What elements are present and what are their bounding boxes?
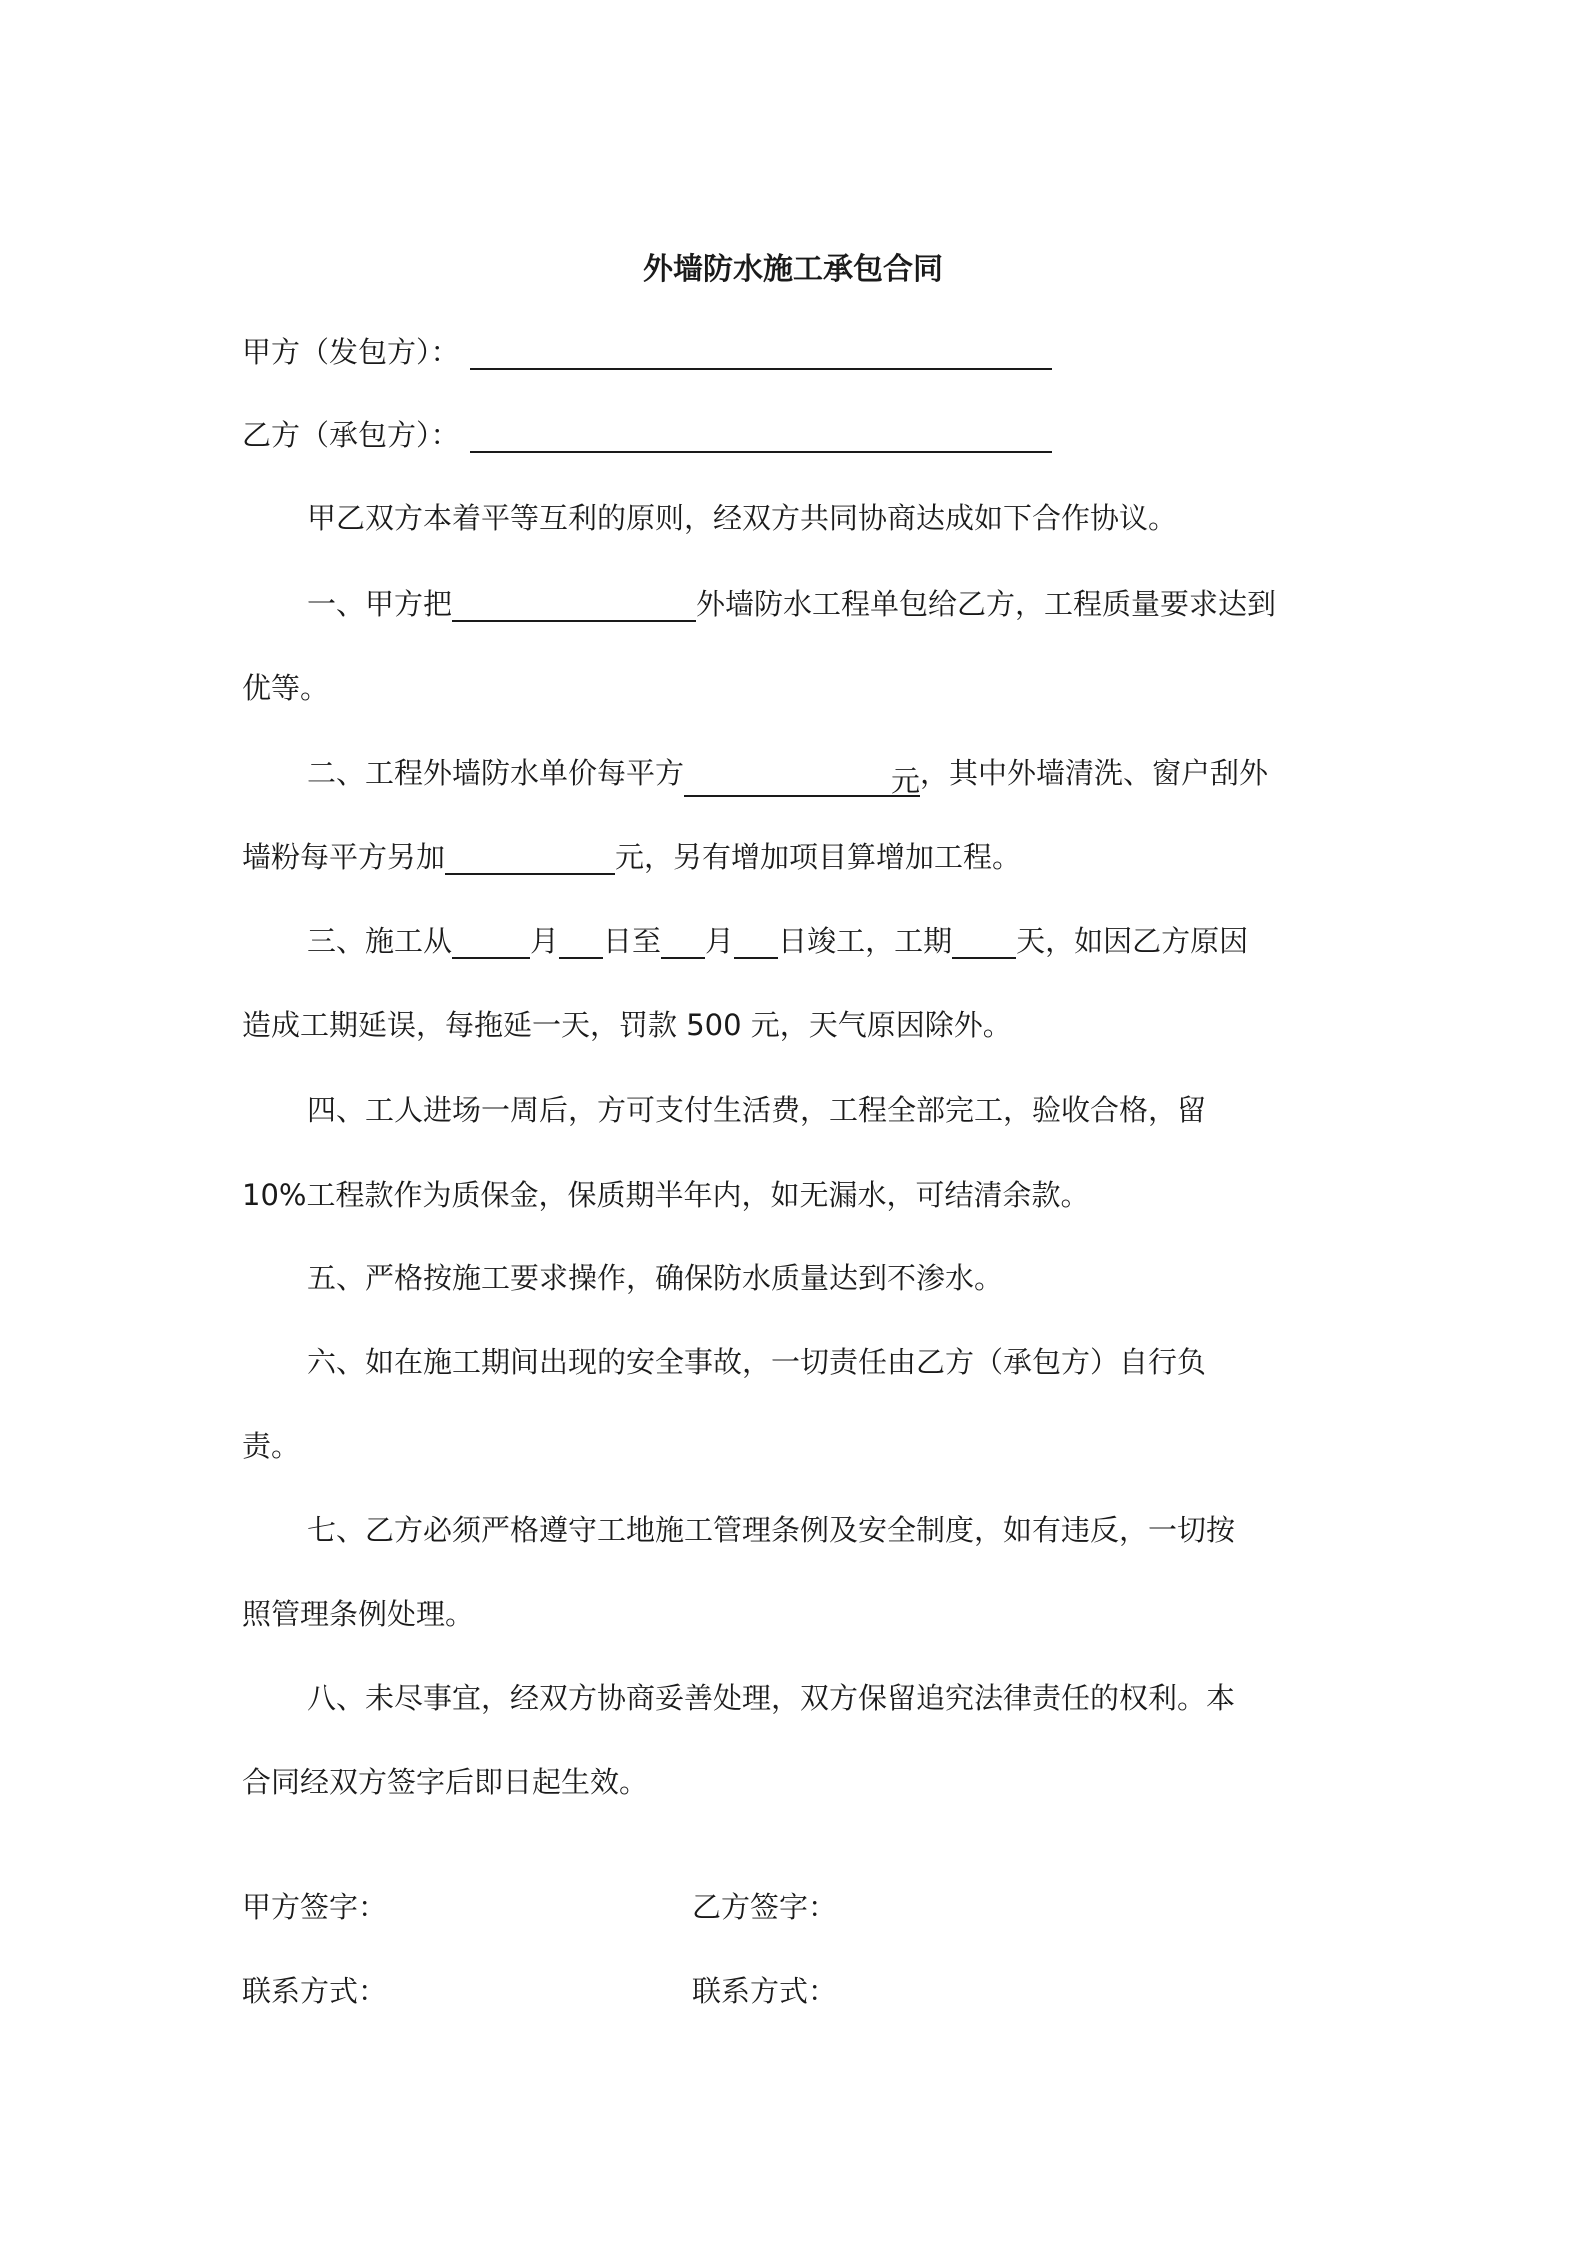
clause-3-month-1: 月 — [530, 924, 560, 958]
start-day-blank[interactable] — [559, 923, 603, 959]
clause-7-line-2: 照管理条例处理。 — [242, 1597, 475, 1631]
clause-4-line-1: 四、工人进场一周后，方可支付生活费，工程全部完工，验收合格，留 — [307, 1093, 1207, 1127]
clause-3-month-2: 月 — [705, 924, 735, 958]
start-month-blank[interactable] — [452, 923, 530, 959]
clause-2-prefix: 二、工程外墙防水单价每平方 — [307, 756, 685, 790]
clause-3-day-1: 日至 — [603, 924, 662, 958]
party-b-signature-label: 乙方签字： — [692, 1890, 838, 1924]
clause-2-line-2 — [242, 837, 1021, 877]
clause-1-prefix: 一、甲方把 — [307, 587, 453, 621]
party-a-label: 甲方（发包方）： — [242, 335, 460, 369]
clause-2-suffix-1: ，其中外墙清洗、窗户刮外 — [920, 756, 1269, 790]
party-a-row — [242, 332, 1052, 372]
duration-days-blank[interactable] — [952, 923, 1016, 959]
end-day-blank[interactable] — [734, 923, 778, 959]
clause-3-days: 天，如因乙方原因 — [1016, 924, 1249, 958]
clause-3-line-1 — [307, 921, 1248, 961]
party-a-signature-label: 甲方签字： — [242, 1890, 388, 1924]
party-b-row — [242, 415, 1052, 455]
clause-4-line-2: 10%工程款作为质保金，保质期半年内，如无漏水，可结清余款。 — [242, 1178, 1090, 1212]
clause-6-line-2: 责。 — [242, 1429, 301, 1463]
clause-3-p1: 三、施工从 — [307, 924, 453, 958]
clause-8-line-2: 合同经双方签字后即日起生效。 — [242, 1765, 649, 1799]
clause-2-extra-blank[interactable] — [445, 839, 615, 875]
party-b-blank[interactable] — [470, 417, 1052, 453]
clause-1-project-blank[interactable] — [452, 586, 696, 622]
party-b-contact-label: 联系方式： — [692, 1974, 838, 2008]
clause-1-line-2: 优等。 — [242, 671, 330, 705]
clause-2-unit-1: 元 — [891, 764, 921, 798]
clause-2-price-blank[interactable] — [684, 761, 920, 797]
clause-3-day-2: 日竣工，工期 — [778, 924, 953, 958]
clause-5: 五、严格按施工要求操作，确保防水质量达到不渗水。 — [307, 1261, 1004, 1295]
clause-7-line-1: 七、乙方必须严格遵守工地施工管理条例及安全制度，如有违反，一切按 — [307, 1513, 1236, 1547]
party-b-label: 乙方（承包方）： — [242, 418, 460, 452]
clause-2-unit-2: 元 — [615, 840, 645, 874]
clause-8-line-1: 八、未尽事宜，经双方协商妥善处理，双方保留追究法律责任的权利。本 — [307, 1681, 1236, 1715]
clause-2-line-2-prefix: 墙粉每平方另加 — [242, 840, 446, 874]
clause-3-line-2: 造成工期延误，每拖延一天，罚款 500 元，天气原因除外。 — [242, 1008, 1012, 1042]
end-month-blank[interactable] — [661, 923, 705, 959]
party-a-blank[interactable] — [470, 334, 1052, 370]
clause-1-suffix: 外墙防水工程单包给乙方，工程质量要求达到 — [696, 587, 1277, 621]
clause-2-line-2-suffix: ，另有增加项目算增加工程。 — [644, 840, 1022, 874]
clause-1-line-1 — [307, 584, 1276, 624]
party-a-contact-label: 联系方式： — [242, 1974, 388, 2008]
intro-paragraph: 甲乙双方本着平等互利的原则，经双方共同协商达成如下合作协议。 — [307, 501, 1178, 535]
document-title: 外墙防水施工承包合同 — [643, 252, 943, 287]
clause-6-line-1: 六、如在施工期间出现的安全事故，一切责任由乙方（承包方）自行负 — [307, 1345, 1207, 1379]
clause-2-line-1 — [307, 753, 1268, 797]
